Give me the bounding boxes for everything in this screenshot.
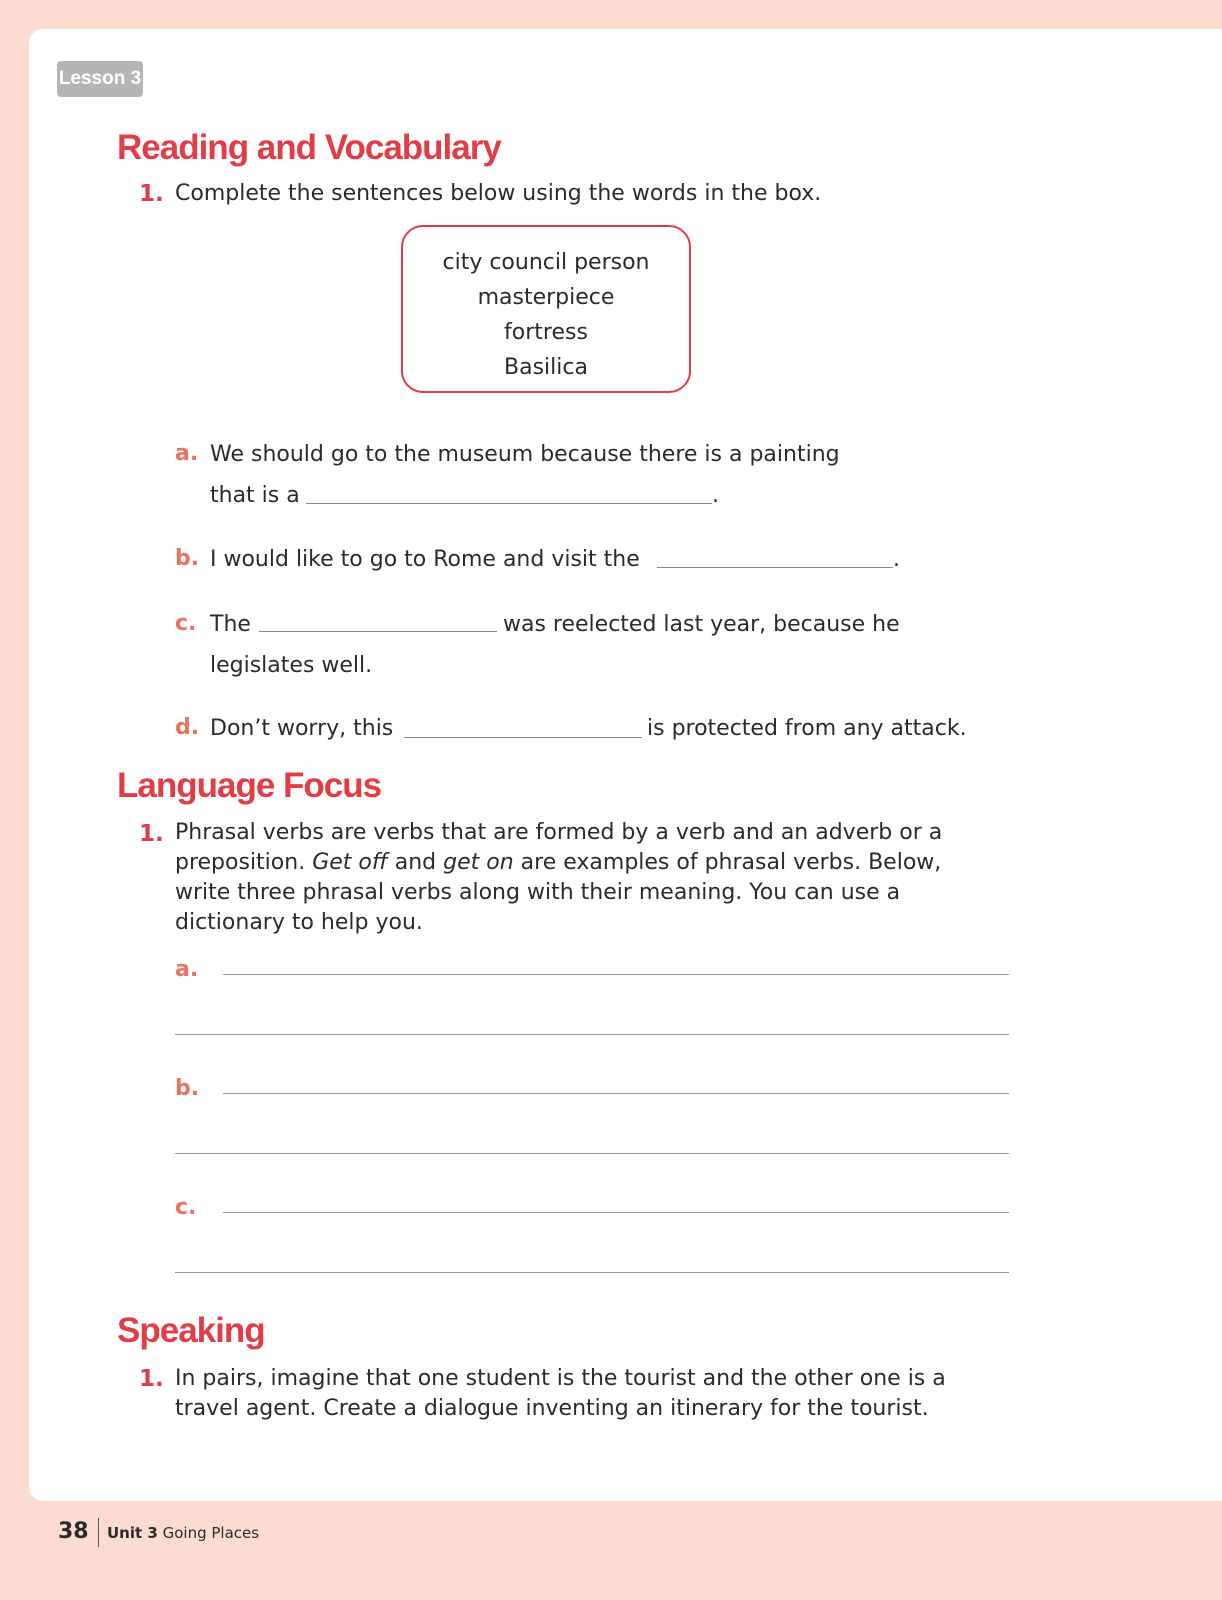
language-instruction-part1: Phrasal verbs are verbs that are formed by a verb and an adverb or a preposition. <box>175 820 943 875</box>
language-instruction <box>175 818 975 938</box>
phrasal-a-answer-line[interactable] <box>223 974 1009 975</box>
item-b-letter: b. <box>175 546 200 571</box>
footer-unit-label <box>107 1524 259 1542</box>
word-box-item: city council person <box>442 250 650 275</box>
phrasal-b-letter: b. <box>175 1076 200 1101</box>
phrasal-a-answer-line-2[interactable] <box>175 1034 1009 1035</box>
item-b-answer-blank[interactable] <box>657 567 893 568</box>
item-a-text-line2: that is a <box>210 483 300 508</box>
item-c-text-after: was reelected last year, because he <box>503 612 900 637</box>
item-c-text-line2: legislates well. <box>210 653 373 678</box>
item-d-answer-blank[interactable] <box>404 737 642 738</box>
speaking-item-number: 1. <box>139 1366 164 1392</box>
example-get-on: get on <box>443 850 514 875</box>
lesson-tag: Lesson 3 <box>57 61 143 97</box>
phrasal-b-answer-line[interactable] <box>223 1093 1009 1094</box>
phrasal-c-answer-line[interactable] <box>223 1212 1009 1213</box>
item-d-text-before: Don’t worry, this <box>210 716 394 741</box>
item-a-answer-blank[interactable] <box>306 503 712 504</box>
footer-unit-title: Going Places <box>162 1524 260 1542</box>
phrasal-b-answer-line-2[interactable] <box>175 1153 1009 1154</box>
word-box <box>401 225 691 393</box>
item-d-text-after: is protected from any attack. <box>647 716 967 741</box>
item-b-period: . <box>893 547 900 572</box>
footer-unit: Unit 3 <box>107 1524 158 1542</box>
phrasal-c-letter: c. <box>175 1195 197 1220</box>
language-focus-title: Language Focus <box>117 766 382 805</box>
language-item-number: 1. <box>139 821 164 847</box>
item-a-text-line1: We should go to the museum because there is a painting <box>210 442 840 467</box>
item-d-letter: d. <box>175 715 200 740</box>
phrasal-c-answer-line-2[interactable] <box>175 1272 1009 1273</box>
language-instruction-and: and <box>394 850 437 875</box>
reading-vocabulary-title: Reading and Vocabulary <box>117 128 501 167</box>
speaking-title: Speaking <box>117 1311 265 1350</box>
language-instruction-part2: are examples of phrasal verbs. Below, write three phrasal verbs along with their meaning. You can use a dictionary to help you. <box>175 850 942 935</box>
phrasal-a-letter: a. <box>175 957 199 982</box>
word-box-item: Basilica <box>504 355 588 380</box>
item-a-period: . <box>712 483 719 508</box>
footer-divider <box>98 1518 99 1547</box>
word-box-item: fortress <box>504 320 588 345</box>
page-number: 38 <box>58 1519 89 1544</box>
item-b-text: I would like to go to Rome and visit the <box>210 547 640 572</box>
item-a-letter: a. <box>175 441 199 466</box>
word-box-item: masterpiece <box>477 285 615 310</box>
speaking-instruction: In pairs, imagine that one student is the tourist and the other one is a travel agent. Create a dialogue inventing an itinerary for the tourist. <box>175 1366 946 1421</box>
reading-instruction: Complete the sentences below using the words in the box. <box>175 181 822 206</box>
item-c-letter: c. <box>175 611 197 636</box>
item-c-answer-blank[interactable] <box>259 631 497 632</box>
item-c-text-before: The <box>210 612 251 637</box>
example-get-off: Get off <box>312 850 388 875</box>
reading-item-number: 1. <box>139 181 164 207</box>
